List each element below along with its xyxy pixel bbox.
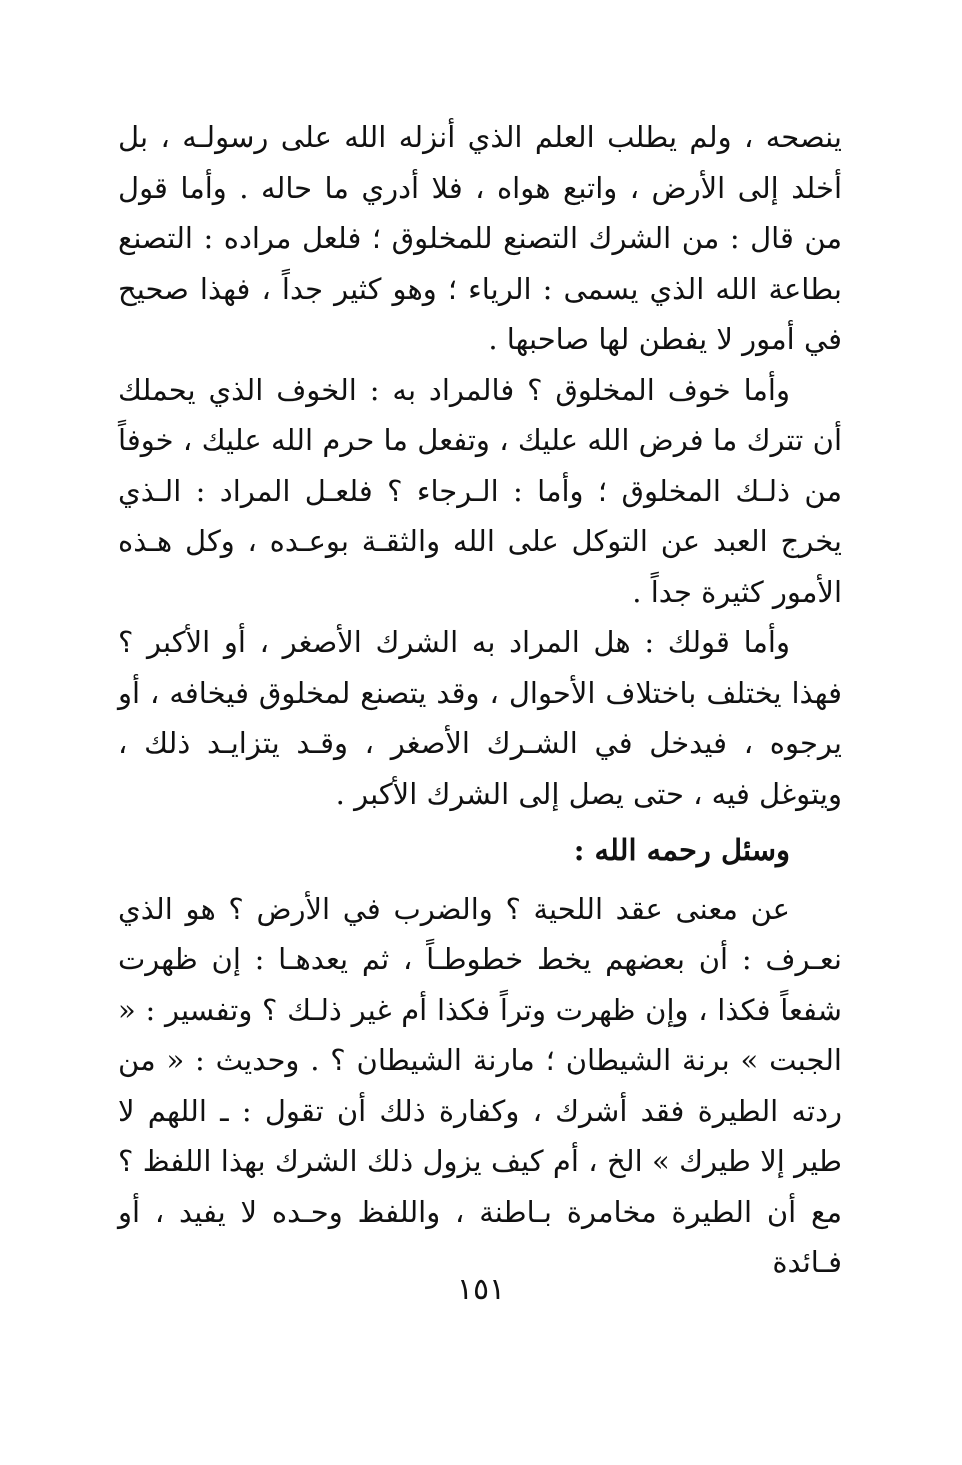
paragraph-lesser-greater-shirk: وأما قولك : هل المراد به الشرك الأصغر ، أو الأكبر ؟ فهذا يختلف باختلاف الأحوال ، وقد يتصنع لمخلوق فيخافه ، أو يرجوه ، فيدخل في الشـرك الأصغر ، وقـد يتزايـد ذلك ، ويتوغل فيه ، حتى يصل إلى الشرك الأكبر . <box>118 625 842 811</box>
paragraph-question-beard-knotting: عن معنى عقد اللحية ؟ والضرب في الأرض ؟ هو الذي نعـرف : أن بعضهم يخط خطوطـاً ، ثم يعدهـا : إن ظهرت شفعاً فكذا ، وإن ظهرت وتراً فكذا أم غير ذلـك ؟ وتفسير : « الجبت » برنة الشيطان ؛ مارنة الشيطان ؟ . وحديث : « من ردته الطيرة فقد أشرك ، وكفارة ذلك أن تقول : ـ اللهم لا طير إلا طيرك » الخ ، أم كيف يزول ذلك الشرك بهذا اللفظ ؟ مع أن الطيرة مخامرة بـاطنة ، واللفظ وحـده لا يفيد ، أو فـائدة <box>118 891 842 1279</box>
paragraph-fear-of-creation: وأما خوف المخلوق ؟ فالمراد به : الخوف الذي يحملك أن تترك ما فرض الله عليك ، وتفعل ما حرم الله عليك ، خوفاً من ذلـك المخلوق ؛ وأما : الـرجاء ؟ فلعـل المراد : الـذي يخرج العبد عن التوكل على الله والثقـة بوعـده ، وكل هـذه الأمور كثيرة جداً . <box>118 372 842 609</box>
page-number: ١٥١ <box>456 1272 506 1307</box>
page-body-text <box>118 112 842 1288</box>
paragraph-continuation: ينصحه ، ولم يطلب العلم الذي أنزله الله على رسولـه ، بل أخلد إلى الأرض ، واتبع هواه ، فلا أدري ما حاله . وأما قول من قال : من الشرك التصنع للمخلوق ؛ فلعل مراده : التصنع بطاعة الله الذي يسمى : الرياء ؛ وهو كثير جداً ، فهذا صحيح في أمور لا يفطن لها صاحبها . <box>118 120 842 356</box>
section-heading: وسئل رحمه الله : <box>573 833 790 867</box>
